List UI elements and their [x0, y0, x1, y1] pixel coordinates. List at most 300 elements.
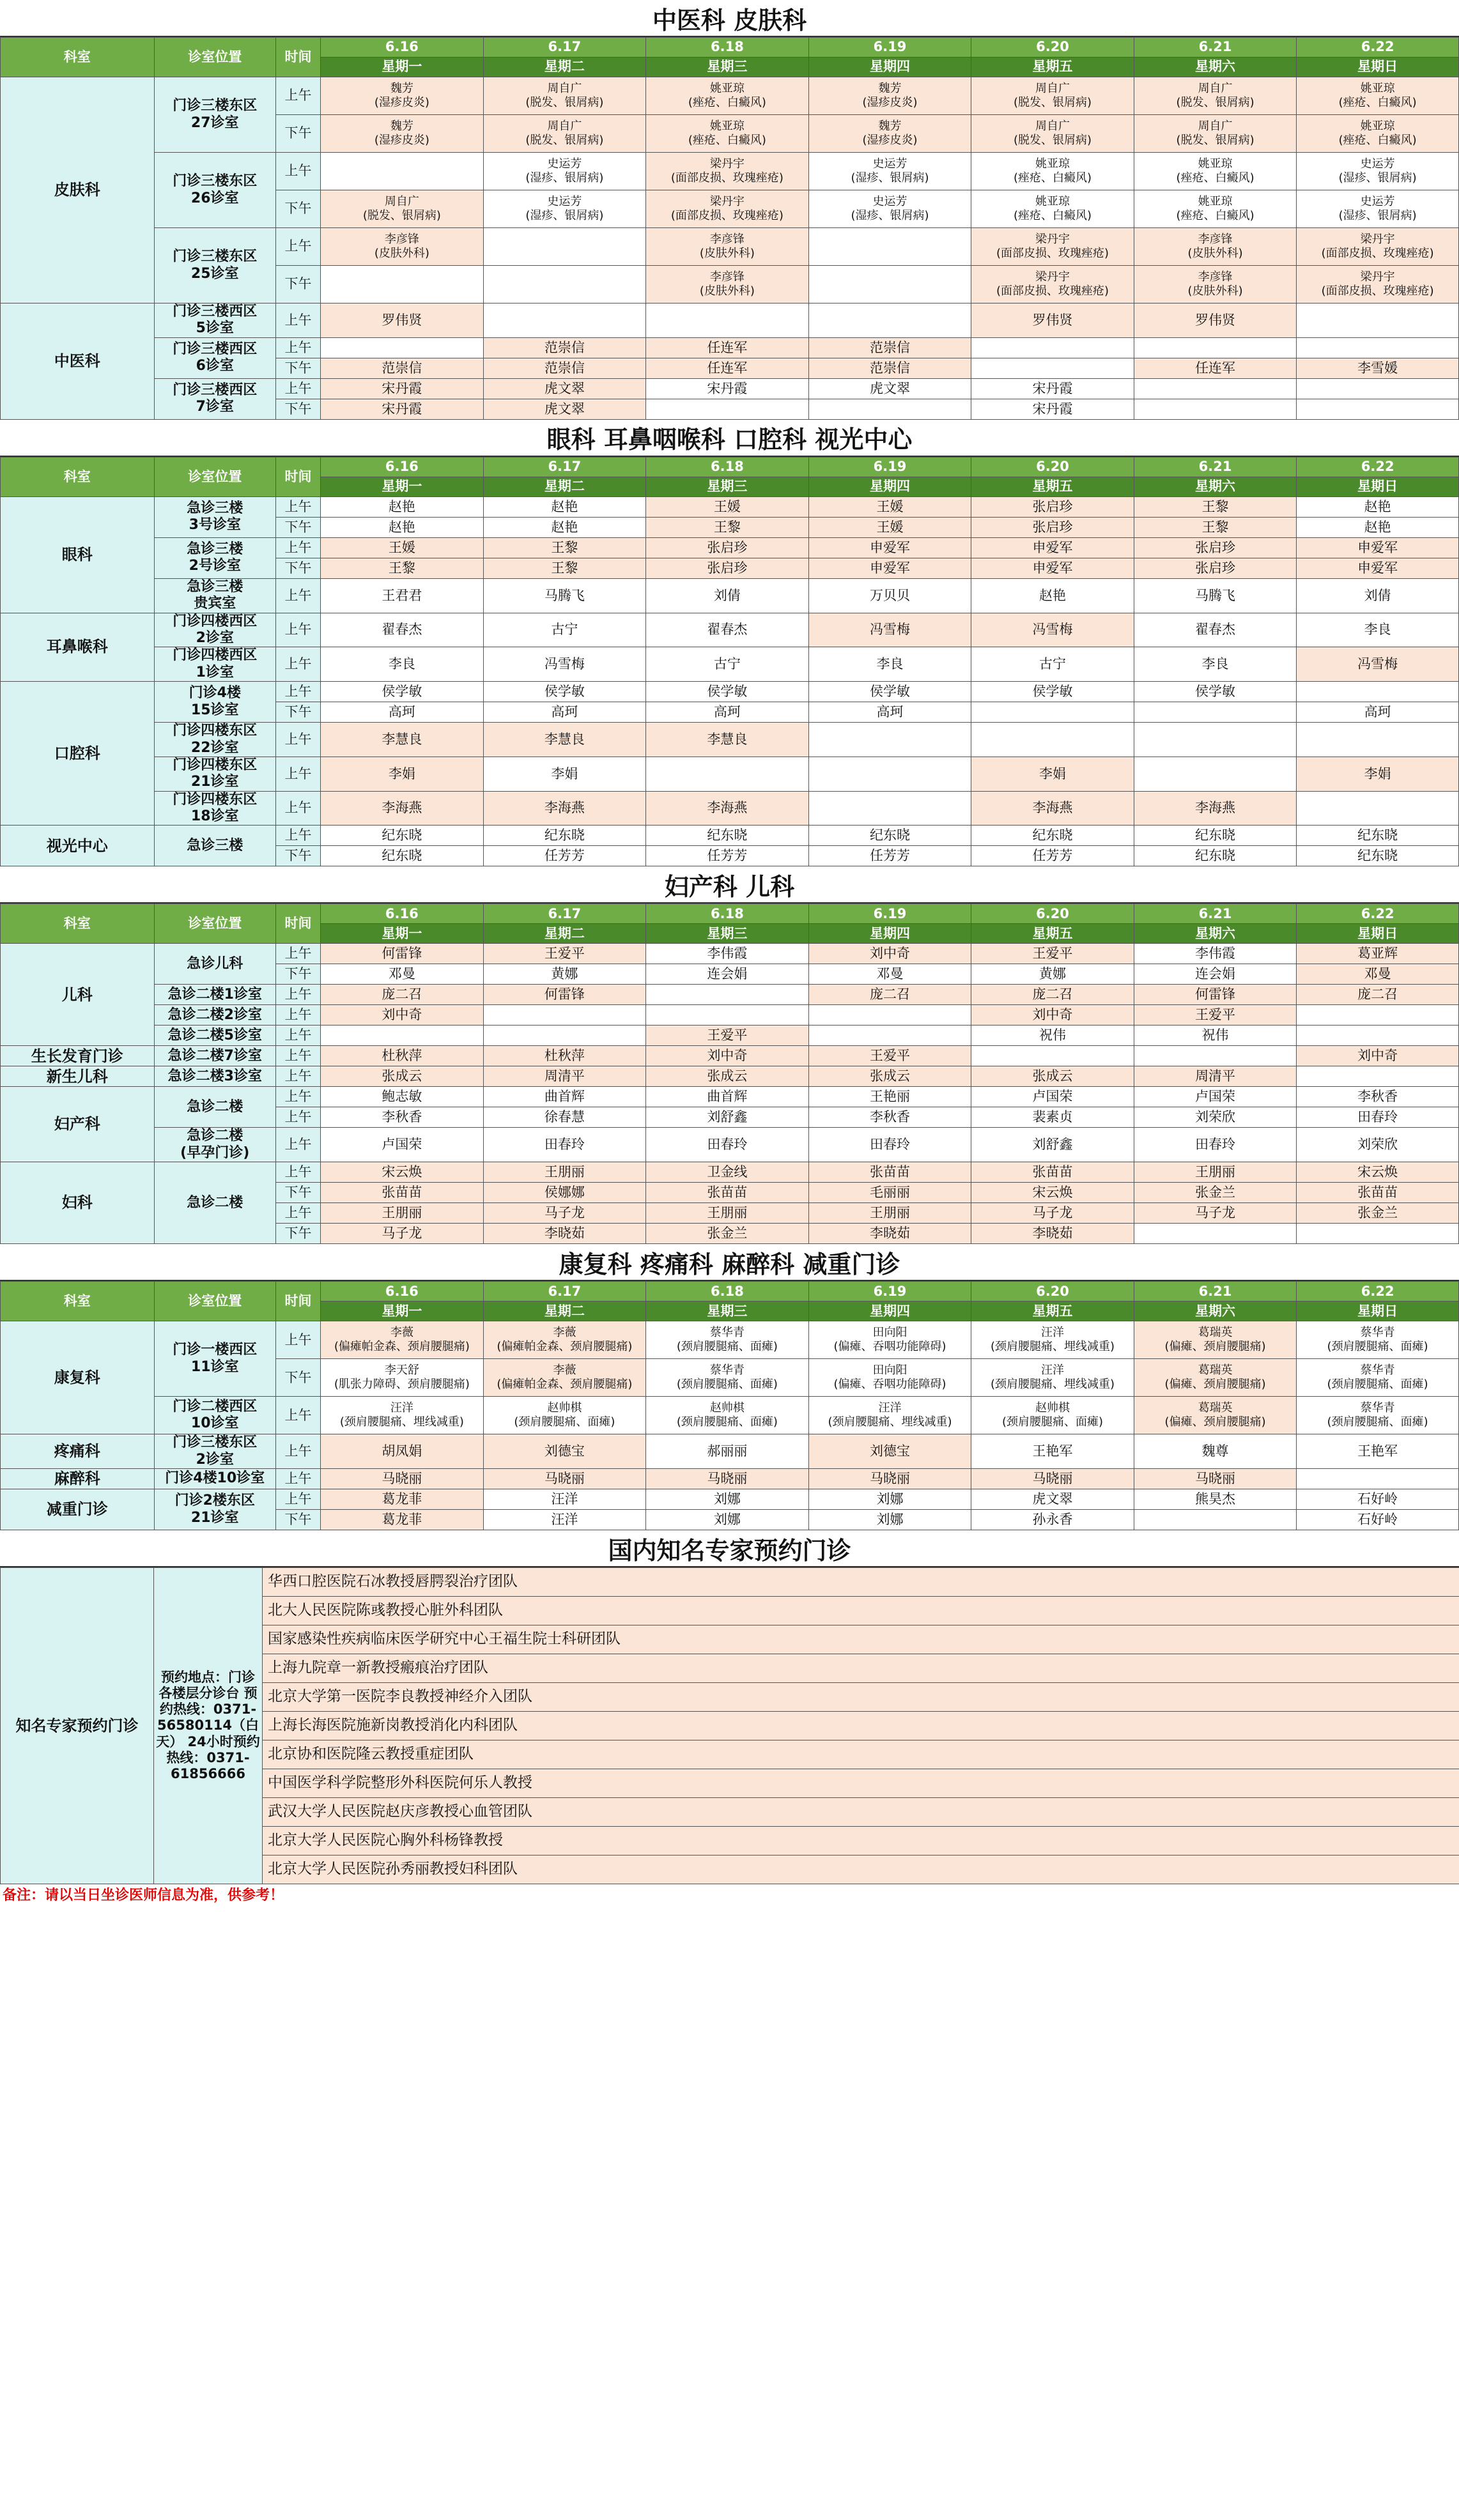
session-cell: 下午: [275, 190, 320, 228]
header-date: 6.16: [321, 457, 484, 477]
doctor-cell: [808, 303, 971, 338]
session-cell: 下午: [275, 115, 320, 153]
schedule-table: [0, 903, 1459, 1244]
header-weekday: 星期六: [1134, 58, 1297, 77]
doctor-cell: 李娟: [483, 757, 646, 791]
table-row: [1, 1397, 1459, 1434]
doctor-cell: 葛瑞英 (偏瘫、颈肩腰腿痛): [1134, 1397, 1297, 1434]
doctor-cell: [808, 228, 971, 266]
session-cell: 上午: [275, 378, 320, 399]
table-row: [1, 1046, 1459, 1066]
doctor-cell: 赵艳: [321, 517, 484, 537]
session-cell: 上午: [275, 682, 320, 702]
doctor-cell: 王君君: [321, 578, 484, 613]
doctor-cell: 侯学敏: [1134, 682, 1297, 702]
doctor-cell: [1134, 702, 1297, 723]
doctor-cell: 葛瑞英 (偏瘫、颈肩腰腿痛): [1134, 1359, 1297, 1397]
doctor-cell: 侯学敏: [808, 682, 971, 702]
doctor-cell: 曲首辉: [483, 1087, 646, 1107]
doctor-cell: 高珂: [321, 702, 484, 723]
doctor-cell: [971, 702, 1134, 723]
doctor-cell: 虎文翠: [971, 1489, 1134, 1510]
doctor-cell: 田向阳 (偏瘫、吞咽功能障碍): [808, 1359, 971, 1397]
session-cell: 上午: [275, 1321, 320, 1359]
doctor-cell: 李彦锋 (皮肤外科): [646, 228, 809, 266]
doctor-cell: 张启珍: [1134, 558, 1297, 578]
session-cell: 上午: [275, 228, 320, 266]
room-cell: 门诊三楼西区 7诊室: [154, 378, 275, 419]
doctor-cell: 李伟霞: [646, 944, 809, 964]
doctor-cell: 冯雪梅: [808, 613, 971, 647]
doctor-cell: 葛亚辉: [1297, 944, 1459, 964]
room-cell: 门诊4楼 15诊室: [154, 682, 275, 723]
doctor-cell: 翟春杰: [646, 613, 809, 647]
header-room: 诊室位置: [154, 1282, 275, 1321]
doctor-cell: 李慧良: [646, 723, 809, 757]
doctor-cell: 罗伟贤: [321, 303, 484, 338]
section-title: 眼科 耳鼻咽喉科 口腔科 视光中心: [0, 420, 1459, 457]
doctor-cell: [1134, 337, 1297, 358]
doctor-cell: 王爱平: [646, 1026, 809, 1046]
table-row: [1, 153, 1459, 190]
doctor-cell: 王黎: [321, 558, 484, 578]
doctor-cell: 周自广 (脱发、银屑病): [483, 77, 646, 115]
doctor-cell: [483, 266, 646, 303]
doctor-cell: 黄娜: [483, 964, 646, 985]
header-room: 诊室位置: [154, 457, 275, 496]
doctor-cell: 卢国荣: [1134, 1087, 1297, 1107]
doctor-cell: [1297, 723, 1459, 757]
header-date: 6.17: [483, 904, 646, 924]
dept-cell: 妇产科: [1, 1087, 155, 1162]
doctor-cell: 马晓丽: [321, 1469, 484, 1489]
doctor-cell: 姚亚琼 (痤疮、白癜风): [646, 77, 809, 115]
doctor-cell: 祝伟: [1134, 1026, 1297, 1046]
doctor-cell: 宋云焕: [971, 1183, 1134, 1203]
header-weekday: 星期二: [483, 924, 646, 944]
dept-cell: 新生儿科: [1, 1066, 155, 1087]
doctor-cell: 高珂: [1297, 702, 1459, 723]
doctor-cell: 魏芳 (湿疹皮炎): [808, 115, 971, 153]
doctor-cell: 纪东晓: [646, 826, 809, 846]
header-date: 6.19: [808, 904, 971, 924]
session-cell: 上午: [275, 153, 320, 190]
doctor-cell: 刘倩: [1297, 578, 1459, 613]
doctor-cell: 胡凤娟: [321, 1434, 484, 1469]
doctor-cell: 张启珍: [971, 517, 1134, 537]
doctor-cell: 张成云: [646, 1066, 809, 1087]
header-weekday: 星期二: [483, 1302, 646, 1321]
doctor-cell: 田春玲: [1134, 1128, 1297, 1162]
doctor-cell: 史运芳 (湿疹、银屑病): [483, 153, 646, 190]
doctor-cell: 张苗苗: [1297, 1183, 1459, 1203]
doctor-cell: 石好岭: [1297, 1510, 1459, 1530]
header-date: 6.19: [808, 38, 971, 58]
table-row: [1, 613, 1459, 647]
header-time: 时间: [275, 457, 320, 496]
table-row: [1, 1087, 1459, 1107]
header-dept: 科室: [1, 38, 155, 77]
doctor-cell: 庞二召: [971, 985, 1134, 1005]
doctor-cell: 李彦锋 (皮肤外科): [1134, 266, 1297, 303]
doctor-cell: 李娟: [321, 757, 484, 791]
dept-cell: 视光中心: [1, 826, 155, 866]
doctor-cell: 万贝贝: [808, 578, 971, 613]
doctor-cell: 罗伟贤: [1134, 303, 1297, 338]
doctor-cell: 张成云: [808, 1066, 971, 1087]
doctor-cell: 孙永香: [971, 1510, 1134, 1530]
session-cell: 下午: [275, 266, 320, 303]
doctor-cell: 田春玲: [483, 1128, 646, 1162]
table-row: [1, 791, 1459, 826]
doctor-cell: 张苗苗: [808, 1162, 971, 1183]
doctor-cell: 赵帅棋 (颈肩腰腿痛、面瘫): [971, 1397, 1134, 1434]
doctor-cell: 赵帅棋 (颈肩腰腿痛、面瘫): [646, 1397, 809, 1434]
doctor-cell: 宋丹霞: [971, 378, 1134, 399]
doctor-cell: 姚亚琼 (痤疮、白癜风): [1134, 153, 1297, 190]
room-cell: 急诊二楼: [154, 1087, 275, 1128]
header-weekday: 星期六: [1134, 1302, 1297, 1321]
doctor-cell: 张苗苗: [971, 1162, 1134, 1183]
doctor-cell: 杜秋萍: [483, 1046, 646, 1066]
doctor-cell: 刘中奇: [321, 1005, 484, 1026]
doctor-cell: [483, 303, 646, 338]
header-time: 时间: [275, 38, 320, 77]
room-cell: 门诊一楼西区 11诊室: [154, 1321, 275, 1397]
doctor-cell: 李海燕: [1134, 791, 1297, 826]
header-date: 6.18: [646, 38, 809, 58]
doctor-cell: 魏尊: [1134, 1434, 1297, 1469]
doctor-cell: 赵艳: [483, 496, 646, 517]
doctor-cell: 魏芳 (湿疹皮炎): [321, 77, 484, 115]
doctor-cell: 周清平: [1134, 1066, 1297, 1087]
doctor-cell: 高珂: [646, 702, 809, 723]
header-date: 6.16: [321, 1282, 484, 1302]
dept-cell: 口腔科: [1, 682, 155, 826]
doctor-cell: 刘德宝: [808, 1434, 971, 1469]
footer-note: 备注：请以当日坐诊医师信息为准，供参考！: [3, 1887, 284, 1904]
header-date: 6.18: [646, 457, 809, 477]
doctor-cell: [1297, 399, 1459, 419]
table-row: [1, 1489, 1459, 1510]
header-weekday: 星期四: [808, 924, 971, 944]
doctor-cell: 虎文翠: [483, 378, 646, 399]
header-weekday: 星期一: [321, 924, 484, 944]
doctor-cell: 任连军: [646, 358, 809, 378]
doctor-cell: 王爱平: [1134, 1005, 1297, 1026]
doctor-cell: [1297, 1005, 1459, 1026]
header-date: 6.21: [1134, 904, 1297, 924]
doctor-cell: [971, 723, 1134, 757]
table-row: [1, 1128, 1459, 1162]
room-cell: 门诊二楼西区 10诊室: [154, 1397, 275, 1434]
doctor-cell: 宋丹霞: [646, 378, 809, 399]
section-title: 中医科 皮肤科: [0, 0, 1459, 37]
table-row: [1, 826, 1459, 846]
doctor-cell: 侯学敏: [971, 682, 1134, 702]
session-cell: 上午: [275, 77, 320, 115]
doctor-cell: 周自广 (脱发、银屑病): [1134, 115, 1297, 153]
doctor-cell: 李晓茹: [483, 1224, 646, 1244]
doctor-cell: 姚亚琼 (痤疮、白癜风): [971, 190, 1134, 228]
header-time: 时间: [275, 904, 320, 944]
doctor-cell: 纪东晓: [1134, 826, 1297, 846]
doctor-cell: 王黎: [1134, 517, 1297, 537]
doctor-cell: 赵艳: [1297, 496, 1459, 517]
doctor-cell: 范崇信: [321, 358, 484, 378]
doctor-cell: 宋丹霞: [971, 399, 1134, 419]
doctor-cell: 纪东晓: [1134, 846, 1297, 866]
header-date: 6.17: [483, 38, 646, 58]
header-weekday: 星期日: [1297, 477, 1459, 496]
doctor-cell: 李秋香: [1297, 1087, 1459, 1107]
doctor-cell: 侯学敏: [646, 682, 809, 702]
doctor-cell: 任芳芳: [483, 846, 646, 866]
doctor-cell: 张苗苗: [321, 1183, 484, 1203]
header-weekday: 星期四: [808, 477, 971, 496]
doctor-cell: 张苗苗: [646, 1183, 809, 1203]
doctor-cell: 周自广 (脱发、银屑病): [971, 115, 1134, 153]
doctor-cell: [483, 1026, 646, 1046]
session-cell: 上午: [275, 578, 320, 613]
header-weekday: 星期三: [646, 477, 809, 496]
header-weekday: 星期一: [321, 477, 484, 496]
table-row: [1, 378, 1459, 399]
doctor-cell: [1134, 399, 1297, 419]
doctor-cell: 张金兰: [1297, 1203, 1459, 1224]
doctor-cell: 连会娟: [1134, 964, 1297, 985]
dept-cell: 疼痛科: [1, 1434, 155, 1469]
table-row: [1, 228, 1459, 266]
doctor-cell: [321, 1026, 484, 1046]
doctor-cell: [321, 337, 484, 358]
doctor-cell: 李薇 (偏瘫帕金森、颈肩腰腿痛): [483, 1359, 646, 1397]
doctor-cell: 梁丹宇 (面部皮损、玫瑰痤疮): [971, 266, 1134, 303]
schedule-table: [0, 37, 1459, 420]
room-cell: 急诊三楼 2号诊室: [154, 537, 275, 578]
doctor-cell: 宋丹霞: [321, 399, 484, 419]
room-cell: 门诊三楼东区 2诊室: [154, 1434, 275, 1469]
doctor-cell: 何雷锋: [321, 944, 484, 964]
expert-team-item: 上海长海医院施新岗教授消化内科团队: [263, 1712, 1459, 1740]
session-cell: 下午: [275, 399, 320, 419]
doctor-cell: 李雪媛: [1297, 358, 1459, 378]
doctor-cell: 刘舒鑫: [646, 1107, 809, 1128]
doctor-cell: 纪东晓: [1297, 846, 1459, 866]
doctor-cell: 卢国荣: [971, 1087, 1134, 1107]
doctor-cell: 王媛: [321, 537, 484, 558]
session-cell: 上午: [275, 1203, 320, 1224]
header-date: 6.22: [1297, 457, 1459, 477]
room-cell: 门诊四楼东区 21诊室: [154, 757, 275, 791]
doctor-cell: 梁丹宇 (面部皮损、玫瑰痤疮): [1297, 266, 1459, 303]
doctor-cell: 汪洋 (颈肩腰腿痛、埋线减重): [808, 1397, 971, 1434]
doctor-cell: 纪东晓: [483, 826, 646, 846]
header-time: 时间: [275, 1282, 320, 1321]
session-cell: 上午: [275, 1469, 320, 1489]
doctor-cell: [1134, 1510, 1297, 1530]
doctor-cell: 魏芳 (湿疹皮炎): [321, 115, 484, 153]
session-cell: 上午: [275, 537, 320, 558]
doctor-cell: [808, 1026, 971, 1046]
doctor-cell: 刘荣欣: [1134, 1107, 1297, 1128]
doctor-cell: 蔡华青 (颈肩腰腿痛、面瘫): [1297, 1321, 1459, 1359]
session-cell: 上午: [275, 303, 320, 338]
doctor-cell: 梁丹宇 (面部皮损、玫瑰痤疮): [646, 190, 809, 228]
room-cell: 门诊四楼东区 22诊室: [154, 723, 275, 757]
doctor-cell: [646, 1005, 809, 1026]
doctor-cell: [483, 1005, 646, 1026]
doctor-cell: 黄娜: [971, 964, 1134, 985]
doctor-cell: 王朋丽: [1134, 1162, 1297, 1183]
room-cell: 门诊三楼东区 26诊室: [154, 153, 275, 228]
doctor-cell: 葛龙菲: [321, 1510, 484, 1530]
doctor-cell: 宋云焕: [321, 1162, 484, 1183]
expert-team-item: 中国医学科学院整形外科医院何乐人教授: [263, 1769, 1459, 1798]
doctor-cell: 古宁: [483, 613, 646, 647]
session-cell: 上午: [275, 1087, 320, 1107]
doctor-cell: [1297, 303, 1459, 338]
room-cell: 门诊三楼东区 27诊室: [154, 77, 275, 153]
header-weekday: 星期五: [971, 1302, 1134, 1321]
doctor-cell: 马腾飞: [1134, 578, 1297, 613]
doctor-cell: 侯学敏: [483, 682, 646, 702]
doctor-cell: 纪东晓: [321, 826, 484, 846]
doctor-cell: 冯雪梅: [971, 613, 1134, 647]
session-cell: 上午: [275, 647, 320, 682]
doctor-cell: 李海燕: [646, 791, 809, 826]
session-cell: 下午: [275, 964, 320, 985]
session-cell: 上午: [275, 1162, 320, 1183]
doctor-cell: 宋丹霞: [321, 378, 484, 399]
expert-team-item: 北京大学人民医院孙秀丽教授妇科团队: [263, 1855, 1459, 1884]
doctor-cell: 姚亚琼 (痤疮、白癜风): [971, 153, 1134, 190]
doctor-cell: 马晓丽: [483, 1469, 646, 1489]
doctor-cell: 李良: [1134, 647, 1297, 682]
doctor-cell: [646, 985, 809, 1005]
doctor-cell: [1134, 723, 1297, 757]
doctor-cell: 王媛: [808, 496, 971, 517]
table-row: [1, 1434, 1459, 1469]
doctor-cell: 范崇信: [483, 358, 646, 378]
session-cell: 上午: [275, 337, 320, 358]
doctor-cell: 姚亚琼 (痤疮、白癜风): [1297, 115, 1459, 153]
session-cell: 下午: [275, 517, 320, 537]
room-cell: 门诊四楼东区 18诊室: [154, 791, 275, 826]
header-date: 6.20: [971, 904, 1134, 924]
doctor-cell: 虎文翠: [483, 399, 646, 419]
doctor-cell: [808, 1005, 971, 1026]
doctor-cell: 姚亚琼 (痤疮、白癜风): [1297, 77, 1459, 115]
table-row: [1, 496, 1459, 517]
session-cell: 上午: [275, 1005, 320, 1026]
doctor-cell: 翟春杰: [1134, 613, 1297, 647]
doctor-cell: 何雷锋: [1134, 985, 1297, 1005]
expert-team-item: 国家感染性疾病临床医学研究中心王福生院士科研团队: [263, 1625, 1459, 1654]
room-cell: 急诊三楼 贵宾室: [154, 578, 275, 613]
doctor-cell: 马子龙: [483, 1203, 646, 1224]
doctor-cell: 刘中奇: [1297, 1046, 1459, 1066]
doctor-cell: 史运芳 (湿疹、银屑病): [483, 190, 646, 228]
doctor-cell: 田向阳 (偏瘫、吞咽功能障碍): [808, 1321, 971, 1359]
header-weekday: 星期四: [808, 58, 971, 77]
doctor-cell: 李慧良: [321, 723, 484, 757]
doctor-cell: 李慧良: [483, 723, 646, 757]
expert-team-item: 北京大学人民医院心胸外科杨锋教授: [263, 1827, 1459, 1855]
doctor-cell: 王朋丽: [321, 1203, 484, 1224]
doctor-cell: 史运芳 (湿疹、银屑病): [1297, 190, 1459, 228]
session-cell: 上午: [275, 1128, 320, 1162]
room-cell: 急诊二楼3诊室: [154, 1066, 275, 1087]
doctor-cell: 卫金线: [646, 1162, 809, 1183]
header-weekday: 星期二: [483, 477, 646, 496]
doctor-cell: [1134, 378, 1297, 399]
doctor-cell: 任芳芳: [808, 846, 971, 866]
doctor-cell: 郝丽丽: [646, 1434, 809, 1469]
header-weekday: 星期四: [808, 1302, 971, 1321]
session-cell: 上午: [275, 496, 320, 517]
doctor-cell: 刘娜: [646, 1510, 809, 1530]
doctor-cell: 赵艳: [1297, 517, 1459, 537]
session-cell: 上午: [275, 791, 320, 826]
room-cell: 门诊三楼西区 6诊室: [154, 337, 275, 378]
doctor-cell: 王媛: [646, 496, 809, 517]
doctor-cell: [321, 153, 484, 190]
doctor-cell: 蔡华青 (颈肩腰腿痛、面瘫): [646, 1321, 809, 1359]
session-cell: 下午: [275, 1224, 320, 1244]
doctor-cell: 任芳芳: [646, 846, 809, 866]
table-row: [1, 1026, 1459, 1046]
room-cell: 急诊二楼2诊室: [154, 1005, 275, 1026]
doctor-cell: 史运芳 (湿疹、银屑病): [1297, 153, 1459, 190]
doctor-cell: 王朋丽: [483, 1162, 646, 1183]
doctor-cell: 何雷锋: [483, 985, 646, 1005]
doctor-cell: 侯学敏: [321, 682, 484, 702]
dept-cell: 儿科: [1, 944, 155, 1046]
doctor-cell: 申爱军: [1297, 558, 1459, 578]
doctor-cell: 赵艳: [971, 578, 1134, 613]
doctor-cell: 申爱军: [971, 558, 1134, 578]
doctor-cell: 李良: [1297, 613, 1459, 647]
doctor-cell: 李娟: [971, 757, 1134, 791]
doctor-cell: 任芳芳: [971, 846, 1134, 866]
doctor-cell: 魏芳 (湿疹皮炎): [808, 77, 971, 115]
doctor-cell: 邓曼: [321, 964, 484, 985]
doctor-cell: 纪东晓: [808, 826, 971, 846]
doctor-cell: 周清平: [483, 1066, 646, 1087]
dept-cell: 中医科: [1, 303, 155, 420]
doctor-cell: [483, 228, 646, 266]
session-cell: 上午: [275, 1026, 320, 1046]
doctor-cell: 范崇信: [808, 337, 971, 358]
doctor-cell: 汪洋: [483, 1489, 646, 1510]
room-cell: 急诊三楼: [154, 826, 275, 866]
doctor-cell: 刘德宝: [483, 1434, 646, 1469]
header-date: 6.21: [1134, 38, 1297, 58]
doctor-cell: 邓曼: [808, 964, 971, 985]
doctor-cell: 李秋香: [808, 1107, 971, 1128]
room-cell: 急诊二楼7诊室: [154, 1046, 275, 1066]
session-cell: 下午: [275, 702, 320, 723]
doctor-cell: 李彦锋 (皮肤外科): [321, 228, 484, 266]
doctor-cell: 张启珍: [971, 496, 1134, 517]
doctor-cell: 刘荣欣: [1297, 1128, 1459, 1162]
header-room: 诊室位置: [154, 904, 275, 944]
header-dept: 科室: [1, 1282, 155, 1321]
session-cell: 上午: [275, 613, 320, 647]
doctor-cell: 纪东晓: [321, 846, 484, 866]
doctor-cell: 马腾飞: [483, 578, 646, 613]
